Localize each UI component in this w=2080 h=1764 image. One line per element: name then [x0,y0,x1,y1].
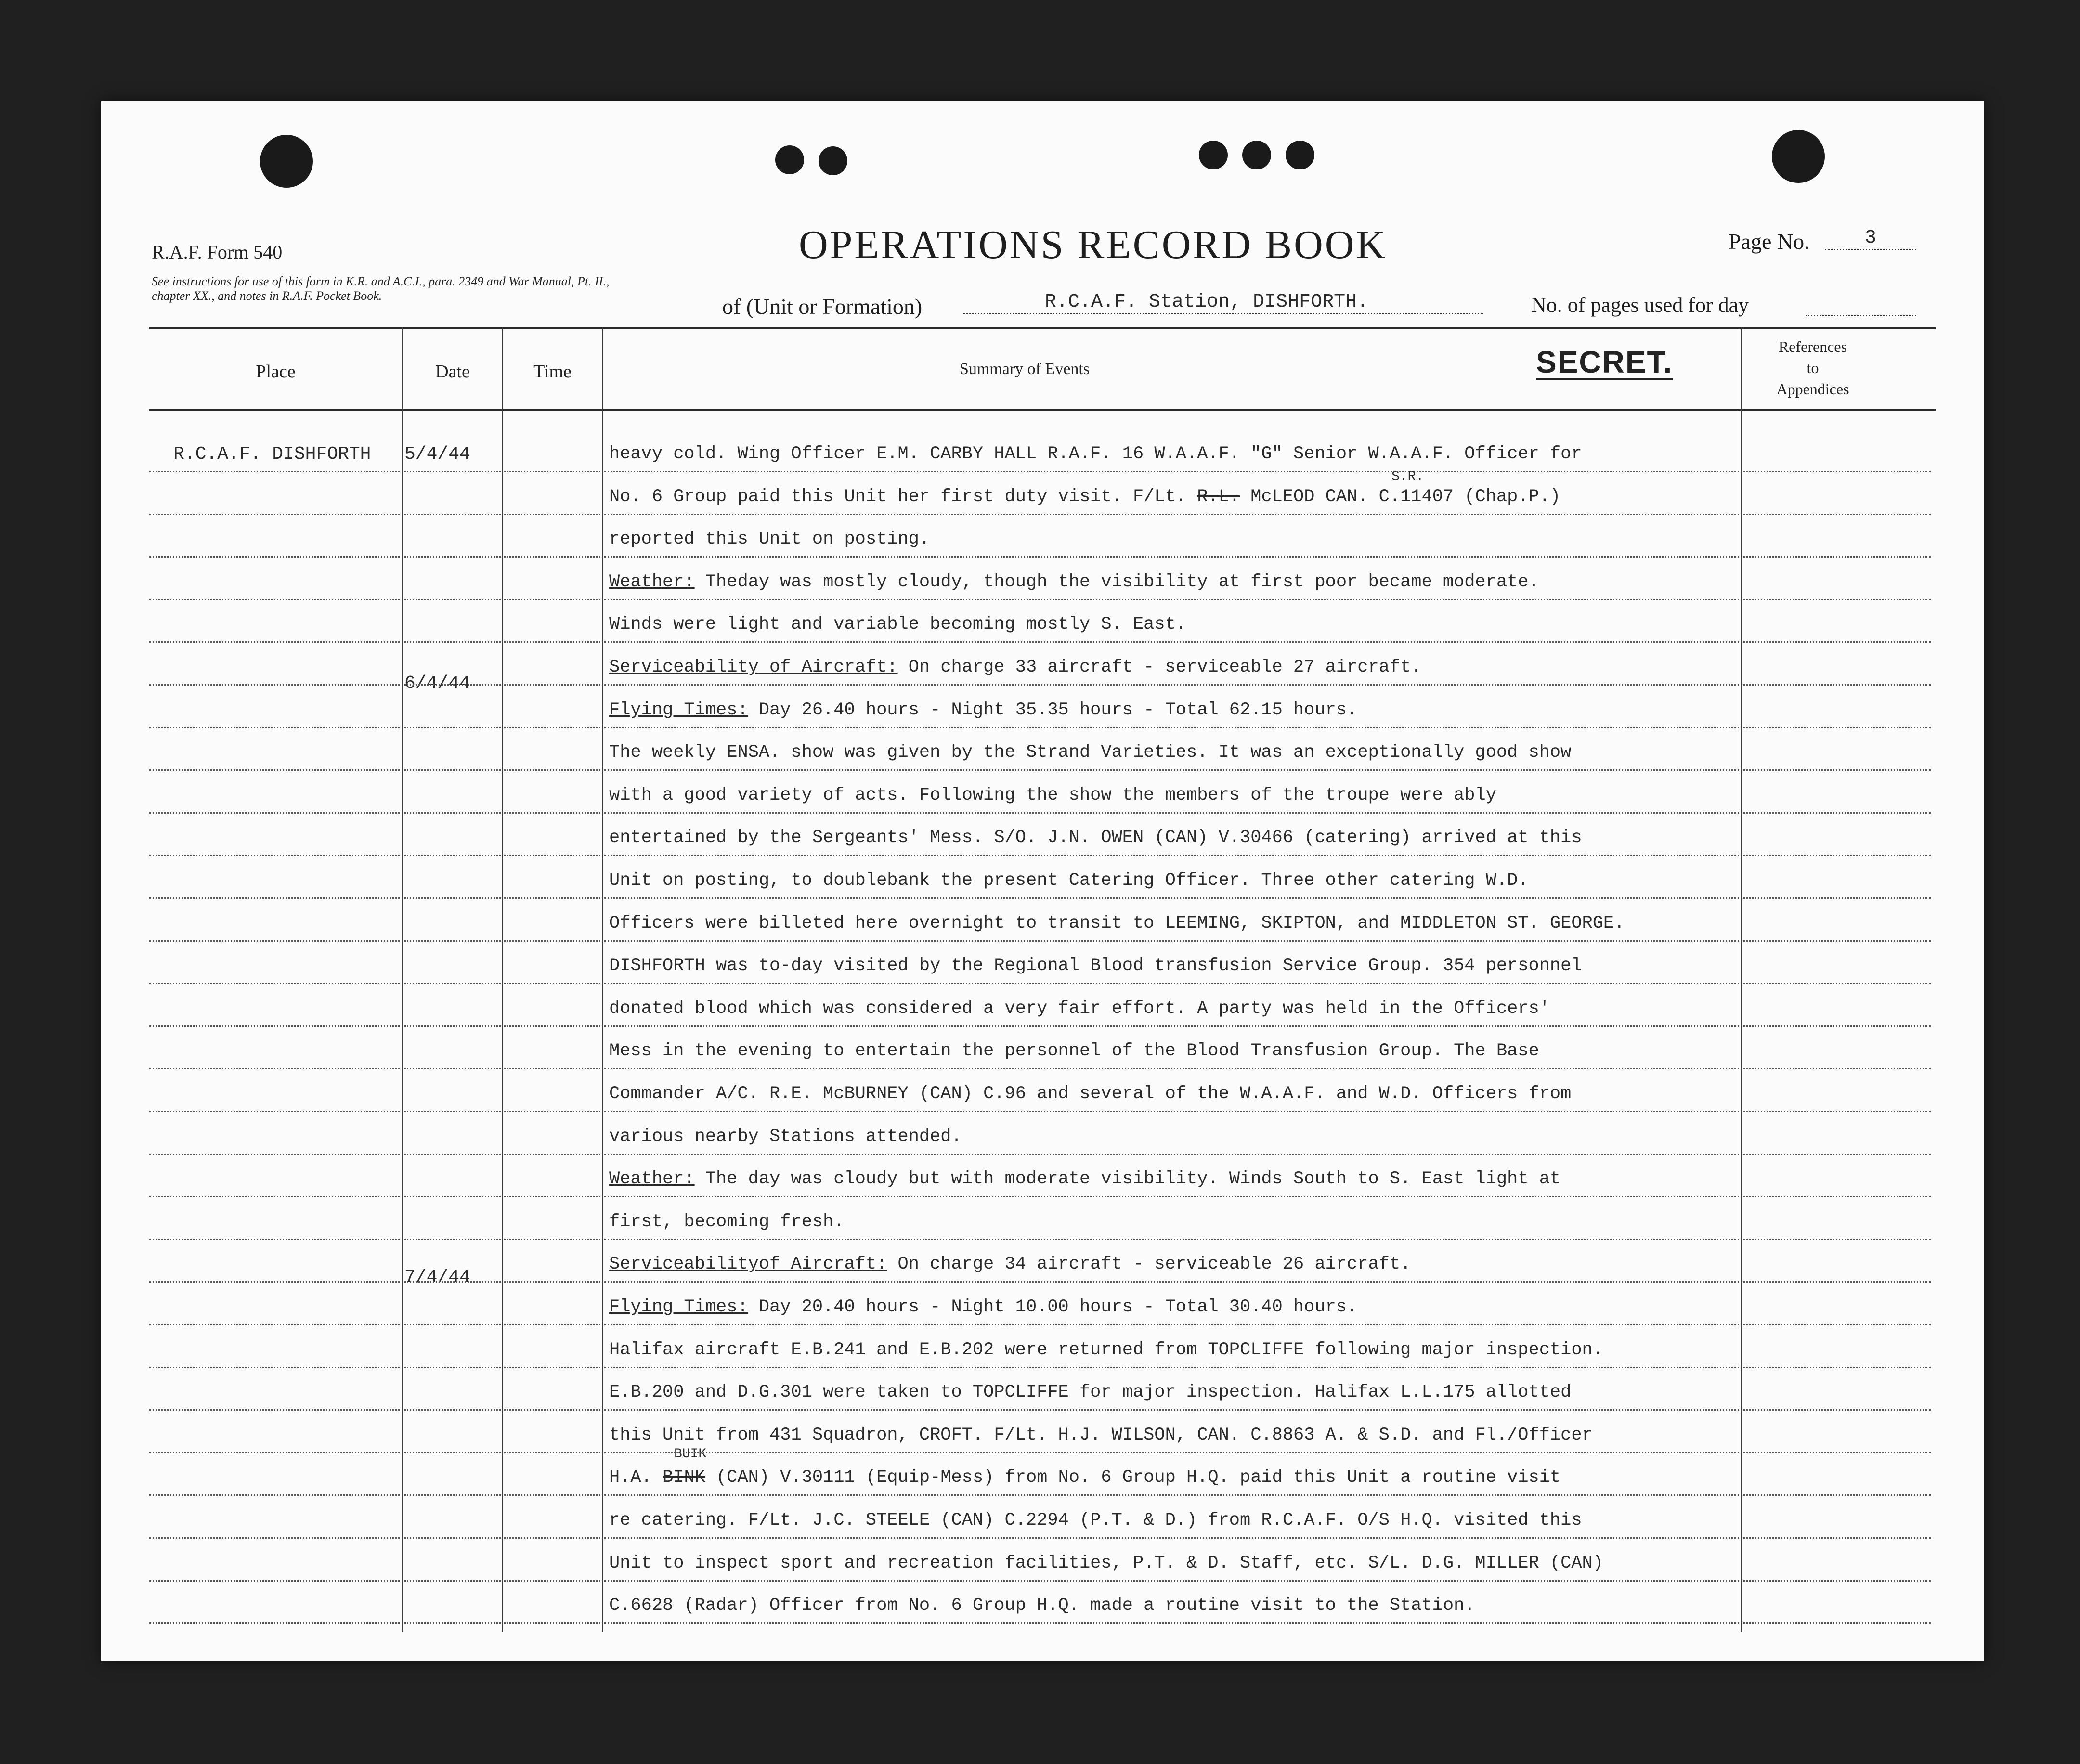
ruled-line [504,684,600,686]
ruled-line [1743,684,1931,686]
summary-text: BINK [663,1467,705,1488]
unit-value: R.C.A.F. Station, DISHFORTH. [963,291,1483,314]
ruled-line [1743,514,1931,515]
summary-text: Winds were light and variable becoming mostly S. East. [609,614,1186,635]
ruled-line [1743,1409,1931,1411]
ruled-line [604,1494,1739,1496]
summary-text: Halifax aircraft E.B.241 and E.B.202 were returned from TOPCLIFFE following major inspection. [609,1340,1603,1360]
summary-line [609,1297,1357,1317]
ruled-line [404,641,501,643]
ruled-line [149,1281,400,1283]
ruled-line [1743,556,1931,558]
summary-text: McLEOD CAN. C.11407 (Chap.P.) [1240,487,1561,507]
ruled-line [404,556,501,558]
ruled-line [504,1196,600,1197]
column-divider [402,327,403,1632]
pages-used-label: No. of pages used for day [1531,293,1749,317]
ruled-line [404,1068,501,1069]
summary-text: Commander A/C. R.E. McBURNEY (CAN) C.96 and several of the W.A.A.F. and W.D. Officers from [609,1084,1572,1104]
column-header-references [1741,336,1885,400]
ruled-line [504,727,600,728]
column-header-date: Date [435,362,470,382]
ruled-line [604,769,1739,771]
ruled-line [404,1409,501,1411]
ruled-line [604,471,1739,472]
summary-line [609,999,1550,1019]
ruled-line [149,1154,400,1155]
ruled-line [504,1111,600,1112]
summary-line [609,1510,1582,1531]
ruled-line [504,1622,600,1624]
ruled-line [504,1281,600,1283]
ruled-line [1743,1154,1931,1155]
handwritten-annotation: S.R. [1391,469,1424,484]
summary-line [609,870,1529,891]
column-header-time: Time [533,362,572,382]
summary-text: Day 20.40 hours - Night 10.00 hours - Total 30.40 hours. [748,1297,1358,1317]
summary-text: with a good variety of acts. Following the show the members of the troupe were ably [609,785,1496,805]
ruled-line [504,1580,600,1582]
ruled-line [149,855,400,856]
ruled-line [504,983,600,984]
summary-text: C.6628 (Radar) Officer from No. 6 Group H.Q. made a routine visit to the Station. [609,1595,1475,1616]
ruled-line [404,1111,501,1112]
ruled-line [404,1367,501,1368]
ruled-line [504,1537,600,1539]
punch-hole-dot [1242,141,1271,169]
ruled-line [149,1196,400,1197]
summary-text: Unit on posting, to doublebank the present Catering Officer. Three other catering W.D. [609,870,1529,891]
ruled-line [604,1580,1739,1582]
punch-hole-left [260,135,313,188]
ruled-line [504,769,600,771]
summary-line [609,614,1186,635]
ruled-line [604,1196,1739,1197]
ruled-line [1743,1494,1931,1496]
summary-text: Officers were billeted here overnight to transit to LEEMING, SKIPTON, and MIDDLETON ST. GEORGE. [609,913,1625,934]
ruled-line [1743,599,1931,600]
summary-line [609,1084,1571,1104]
ruled-line [504,1025,600,1027]
summary-line [609,1595,1475,1616]
table-top-rule [149,327,1936,329]
summary-line [609,742,1571,763]
ruled-line [504,1494,600,1496]
ruled-line [504,1409,600,1411]
ruled-line [149,514,400,515]
ruled-line [604,1068,1739,1069]
ruled-line [1743,471,1931,472]
ruled-line [1743,1324,1931,1325]
ruled-line [404,983,501,984]
ruled-line [504,1367,600,1368]
ruled-line [149,812,400,814]
summary-line [609,1467,1560,1488]
summary-line [609,444,1582,464]
unit-label: of (Unit or Formation) [722,294,923,319]
ruled-line [149,727,400,728]
summary-text: various nearby Stations attended. [609,1127,962,1147]
ruled-line [504,855,600,856]
ruled-line [1743,1025,1931,1027]
ruled-line [149,897,400,899]
ruled-line [1743,1622,1931,1624]
references-line: to [1807,359,1819,376]
ruled-line [604,812,1739,814]
ruled-line [504,556,600,558]
ruled-line [149,1452,400,1453]
ruled-line [604,1622,1739,1624]
column-divider [602,327,603,1632]
summary-line [609,572,1539,592]
references-line: References [1778,338,1847,355]
summary-text: Theday was mostly cloudy, though the visibility at first poor became moderate. [694,572,1539,592]
pages-used-blank [1806,293,1916,316]
ruled-line [404,471,501,472]
ruled-line [149,471,400,472]
ruled-line [404,1324,501,1325]
summary-text: heavy cold. Wing Officer E.M. CARBY HALL R.A.F. 16 W.A.A.F. "G" Senior W.A.A.F. Officer for [609,444,1582,464]
form-instructions: See instructions for use of this form in K.R. and A.C.I., para. 2349 and War Manual, Pt. II., chapter XX., and notes in R.A.F. Pocket Book. [152,274,610,303]
summary-text: No. 6 Group paid this Unit her first duty visit. F/Lt. [609,487,1197,507]
ruled-line [149,1068,400,1069]
summary-line [609,913,1625,934]
ruled-line [404,1154,501,1155]
ruled-line [149,1324,400,1325]
summary-line [609,828,1582,848]
ruled-line [1743,727,1931,728]
ruled-line [149,684,400,686]
table-header-rule [149,409,1936,411]
ruled-line [1743,1367,1931,1368]
ruled-line [604,599,1739,600]
summary-line [609,1382,1571,1402]
punch-hole-dot [1286,141,1314,169]
summary-heading: Serviceabilityof Aircraft: [609,1254,887,1274]
ruled-line [404,812,501,814]
summary-line [609,700,1357,720]
date-cell: 7/4/44 [404,1267,470,1288]
ruled-line [504,1239,600,1240]
summary-text: reported this Unit on posting. [609,529,930,549]
summary-heading: Weather: [609,572,695,592]
summary-heading: Weather: [609,1169,695,1189]
ruled-line [404,940,501,942]
summary-heading: Serviceability of Aircraft: [609,657,898,677]
ruled-line [1743,897,1931,899]
ruled-line [1743,1580,1931,1582]
summary-text: this Unit from 431 Squadron, CROFT. F/Lt. H.J. WILSON, CAN. C.8863 A. & S.D. and Fl./Officer [609,1425,1593,1445]
summary-heading: Flying Times: [609,1297,748,1317]
summary-line [609,1041,1539,1061]
ruled-line [504,812,600,814]
ruled-line [604,684,1739,686]
ruled-line [404,1196,501,1197]
ruled-line [149,556,400,558]
ruled-line [604,1025,1739,1027]
ruled-line [604,1324,1739,1325]
ruled-line [604,1239,1739,1240]
ruled-line [604,940,1739,942]
punch-hole-dot [819,146,847,175]
summary-line [609,657,1421,677]
ruled-line [404,1281,501,1283]
ruled-line [404,1537,501,1539]
summary-line [609,1212,844,1232]
ruled-line [504,1452,600,1453]
record-sheet [101,101,1984,1661]
punch-hole-dot [1199,141,1228,169]
ruled-line [1743,1068,1931,1069]
ruled-line [504,514,600,515]
ruled-line [504,897,600,899]
column-divider [1741,327,1742,1632]
ruled-line [504,1154,600,1155]
ruled-line [149,1367,400,1368]
ruled-line [1743,1196,1931,1197]
ruled-line [604,897,1739,899]
summary-text: E.B.200 and D.G.301 were taken to TOPCLIFFE for major inspection. Halifax L.L.175 allotted [609,1382,1572,1402]
date-cell: 5/4/44 [404,444,470,465]
summary-line [609,956,1582,976]
ruled-line [149,1537,400,1539]
secret-stamp: SECRET. [1536,345,1673,379]
column-divider [502,327,503,1632]
page-number-label: Page No. [1729,229,1810,254]
ruled-line [149,641,400,643]
column-header-place: Place [256,362,296,382]
summary-text: (CAN) V.30111 (Equip-Mess) from No. 6 Group H.Q. paid this Unit a routine visit [705,1467,1561,1488]
ruled-line [1743,940,1931,942]
ruled-line [604,641,1739,643]
ruled-line [149,1494,400,1496]
ruled-line [604,1154,1739,1155]
summary-line [609,487,1560,507]
summary-text: On charge 33 aircraft - serviceable 27 aircraft. [897,657,1422,677]
punch-hole-dot [775,145,804,174]
ruled-line [404,1025,501,1027]
ruled-line [604,1367,1739,1368]
summary-text: re catering. F/Lt. J.C. STEELE (CAN) C.2294 (P.T. & D.) from R.C.A.F. O/S H.Q. visited this [609,1510,1582,1531]
ruled-line [149,1025,400,1027]
ruled-line [149,769,400,771]
date-cell: 6/4/44 [404,673,470,694]
ruled-line [1743,812,1931,814]
ruled-line [149,599,400,600]
ruled-line [404,1622,501,1624]
summary-text: entertained by the Sergeants' Mess. S/O. J.N. OWEN (CAN) V.30466 (catering) arrived at this [609,828,1582,848]
ruled-line [1743,1452,1931,1453]
ruled-line [1743,983,1931,984]
summary-line [609,1340,1603,1360]
summary-line [609,1425,1593,1445]
summary-text: first, becoming fresh. [609,1212,845,1232]
references-line: Appendices [1776,380,1849,398]
ruled-line [604,514,1739,515]
ruled-line [404,897,501,899]
ruled-line [149,983,400,984]
summary-heading: Flying Times: [609,700,748,720]
ruled-line [404,599,501,600]
ruled-line [149,1409,400,1411]
ruled-line [149,1239,400,1240]
summary-text: Unit to inspect sport and recreation facilities, P.T. & D. Staff, etc. S/L. D.G. MILLER (CAN) [609,1553,1603,1573]
ruled-line [604,1537,1739,1539]
ruled-line [149,940,400,942]
ruled-line [404,769,501,771]
summary-text: The day was cloudy but with moderate visibility. Winds South to S. East light at [694,1169,1561,1189]
ruled-line [604,855,1739,856]
ruled-line [404,855,501,856]
ruled-line [1743,1111,1931,1112]
page-number-value: 3 [1825,227,1916,250]
summary-text: DISHFORTH was to-day visited by the Regional Blood transfusion Service Group. 354 personnel [609,956,1582,976]
summary-line [609,1553,1603,1573]
ruled-line [149,1622,400,1624]
ruled-line [504,641,600,643]
summary-text: Day 26.40 hours - Night 35.35 hours - Total 62.15 hours. [748,700,1358,720]
ruled-line [1743,855,1931,856]
summary-text: Mess in the evening to entertain the personnel of the Blood Transfusion Group. The Base [609,1041,1539,1061]
form-number: R.A.F. Form 540 [152,241,283,263]
ruled-line [604,1111,1739,1112]
column-header-summary: Summary of Events [959,360,1090,378]
ruled-line [604,556,1739,558]
summary-text: H.A. [609,1467,663,1488]
ruled-line [404,1580,501,1582]
summary-text: donated blood which was considered a very fair effort. A party was held in the Officers' [609,999,1550,1019]
ruled-line [404,1239,501,1240]
ruled-line [504,940,600,942]
ruled-line [504,471,600,472]
ruled-line [404,514,501,515]
ruled-line [404,684,501,686]
ruled-line [149,1111,400,1112]
page-title: OPERATIONS RECORD BOOK [798,222,1388,267]
ruled-line [604,1452,1739,1453]
summary-line [609,1127,962,1147]
ruled-line [504,1068,600,1069]
ruled-line [404,727,501,728]
ruled-line [404,1452,501,1453]
handwritten-annotation: BUIK [674,1447,707,1462]
summary-line [609,529,930,549]
place-cell: R.C.A.F. DISHFORTH [173,444,371,465]
punch-hole-right [1772,130,1825,183]
ruled-line [604,727,1739,728]
ruled-line [1743,641,1931,643]
ruled-line [1743,1281,1931,1283]
ruled-line [1743,769,1931,771]
ruled-line [149,1580,400,1582]
summary-text: R.L. [1197,487,1240,507]
ruled-line [404,1494,501,1496]
ruled-line [1743,1239,1931,1240]
ruled-line [604,983,1739,984]
ruled-line [604,1281,1739,1283]
summary-text: On charge 34 aircraft - serviceable 26 aircraft. [887,1254,1411,1274]
ruled-line [504,599,600,600]
ruled-line [504,1324,600,1325]
summary-text: The weekly ENSA. show was given by the Strand Varieties. It was an exceptionally good show [609,742,1572,763]
summary-line [609,785,1496,805]
ruled-line [1743,1537,1931,1539]
ruled-line [604,1409,1739,1411]
summary-line [609,1254,1411,1274]
summary-line [609,1169,1560,1189]
